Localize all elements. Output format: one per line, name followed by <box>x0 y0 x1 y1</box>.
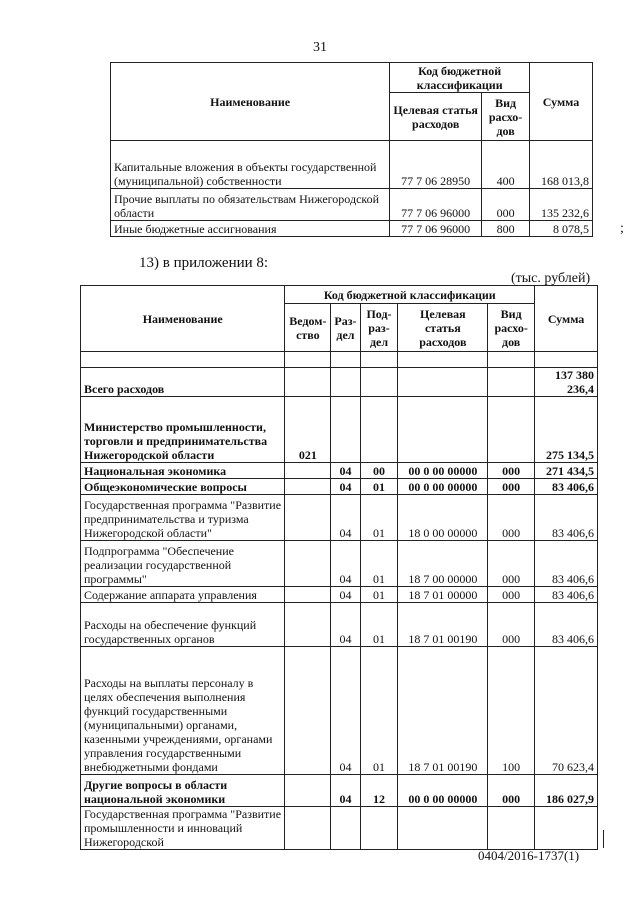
row-name: Министерство промышленности, торговли и предпринимательства Нижегородской области <box>81 397 285 463</box>
col-kind-header: Вид расхо-дов <box>482 93 530 141</box>
table-row <box>81 368 598 397</box>
col-name-header: Наименование <box>81 286 285 352</box>
col-code-group-header: Код бюджетной классификации <box>390 63 530 93</box>
row-sum: 168 013,8 <box>530 141 593 189</box>
row-dept <box>285 463 331 479</box>
row-subsection: 01 <box>360 587 398 603</box>
row-kind: 000 <box>488 775 535 807</box>
row-dept <box>285 495 331 541</box>
row-kind: 100 <box>488 647 535 775</box>
trailing-semicolon: ; <box>620 221 624 236</box>
row-subsection: 01 <box>360 603 398 647</box>
row-kind <box>488 368 535 397</box>
table-row <box>81 479 598 495</box>
footer-code: 0404/2016-1737(1) <box>478 848 580 863</box>
col-subsection-header: Под-раз-дел <box>360 304 398 352</box>
row-dept <box>285 587 331 603</box>
row-kind: 000 <box>488 479 535 495</box>
row-dept: 021 <box>285 397 331 463</box>
row-subsection: 01 <box>360 647 398 775</box>
row-name: Иные бюджетные ассигнования <box>111 221 390 237</box>
row-dept <box>285 647 331 775</box>
col-name-header: Наименование <box>111 63 390 141</box>
row-target: 18 7 01 00190 <box>398 603 488 647</box>
row-section: 04 <box>331 479 360 495</box>
row-target: 18 0 00 00000 <box>398 495 488 541</box>
row-target <box>398 397 488 463</box>
row-subsection: 01 <box>360 495 398 541</box>
subtitle: 13) в приложении 8: <box>139 255 269 271</box>
row-kind: 000 <box>488 587 535 603</box>
row-subsection <box>360 368 398 397</box>
row-sum: 8 078,5 <box>530 221 593 237</box>
row-sum: 83 406,6 <box>535 479 598 495</box>
row-sum: 271 434,5 <box>535 463 598 479</box>
row-section: 04 <box>331 495 360 541</box>
row-section <box>331 368 360 397</box>
row-kind <box>488 807 535 850</box>
row-kind: 000 <box>488 463 535 479</box>
table-row <box>81 397 598 463</box>
row-sum: 83 406,6 <box>535 587 598 603</box>
row-subsection: 12 <box>360 775 398 807</box>
row-target: 77 7 06 96000 <box>390 189 482 221</box>
row-section: 04 <box>331 541 360 587</box>
row-target <box>398 807 488 850</box>
row-target: 00 0 00 00000 <box>398 463 488 479</box>
col-kind-header: Вид расхо-дов <box>488 304 535 352</box>
table-row <box>81 463 598 479</box>
table-row <box>81 647 598 775</box>
col-dept-header: Ведом-ство <box>285 304 331 352</box>
row-dept <box>285 541 331 587</box>
row-name: Прочие выплаты по обязательствам Нижегородской области <box>111 189 390 221</box>
row-section: 04 <box>331 603 360 647</box>
margin-line <box>603 830 604 848</box>
col-target-header: Целевая статья расходов <box>390 93 482 141</box>
row-section: 04 <box>331 463 360 479</box>
col-sum-header: Сумма <box>535 286 598 352</box>
row-kind: 000 <box>488 541 535 587</box>
row-name: Государственная программа "Развитие промышленности и инноваций Нижегородской <box>81 807 285 850</box>
row-target: 00 0 00 00000 <box>398 479 488 495</box>
budget-table-continued <box>110 62 593 237</box>
row-kind: 800 <box>482 221 530 237</box>
table-row <box>81 541 598 587</box>
row-kind: 000 <box>488 603 535 647</box>
row-name: Государственная программа "Развитие предпринимательства и туризма Нижегородской области" <box>81 495 285 541</box>
row-subsection <box>360 397 398 463</box>
table-row <box>81 775 598 807</box>
table-row <box>111 189 593 221</box>
page-number: 31 <box>313 40 327 55</box>
table-row <box>111 221 593 237</box>
row-dept <box>285 368 331 397</box>
col-code-group-header: Код бюджетной классификации <box>285 286 535 304</box>
row-dept <box>285 807 331 850</box>
row-subsection: 01 <box>360 541 398 587</box>
row-sum: 83 406,6 <box>535 541 598 587</box>
table-row <box>81 807 598 850</box>
table-row <box>81 603 598 647</box>
row-subsection: 00 <box>360 463 398 479</box>
unit-label: (тыс. рублей) <box>511 271 591 286</box>
row-kind: 000 <box>488 495 535 541</box>
table-row <box>81 495 598 541</box>
row-name: Подпрограмма "Обеспечение реализации государственной программы" <box>81 541 285 587</box>
row-section <box>331 807 360 850</box>
row-dept <box>285 775 331 807</box>
row-name: Содержание аппарата управления <box>81 587 285 603</box>
row-sum: 83 406,6 <box>535 495 598 541</box>
row-name: Национальная экономика <box>81 463 285 479</box>
row-dept <box>285 603 331 647</box>
row-target: 77 7 06 96000 <box>390 221 482 237</box>
row-section: 04 <box>331 647 360 775</box>
row-section <box>331 397 360 463</box>
row-target: 77 7 06 28950 <box>390 141 482 189</box>
row-sum: 70 623,4 <box>535 647 598 775</box>
row-target: 18 7 00 00000 <box>398 541 488 587</box>
row-sum: 83 406,6 <box>535 603 598 647</box>
row-target <box>398 368 488 397</box>
row-name: Капитальные вложения в объекты государственной (муниципальной) собственности <box>111 141 390 189</box>
table-row <box>81 587 598 603</box>
row-kind <box>488 397 535 463</box>
row-subsection <box>360 807 398 850</box>
row-sum: 186 027,9 <box>535 775 598 807</box>
row-kind: 400 <box>482 141 530 189</box>
row-sum: 135 232,6 <box>530 189 593 221</box>
row-sum: 275 134,5 <box>535 397 598 463</box>
row-target: 00 0 00 00000 <box>398 775 488 807</box>
table-row <box>111 141 593 189</box>
row-section: 04 <box>331 587 360 603</box>
col-sum-header: Сумма <box>530 63 593 141</box>
appendix-8-table <box>80 285 598 850</box>
row-name: Другие вопросы в области национальной экономики <box>81 775 285 807</box>
row-kind: 000 <box>482 189 530 221</box>
row-name: Расходы на выплаты персоналу в целях обеспечения выполнения функций государственными (муниципальными) органами, казенными учреждениями, органами управления государственными внебюджетными фондами <box>81 647 285 775</box>
row-sum <box>535 807 598 850</box>
row-section: 04 <box>331 775 360 807</box>
row-name: Общеэкономические вопросы <box>81 479 285 495</box>
row-name: Всего расходов <box>81 368 285 397</box>
row-target: 18 7 01 00000 <box>398 587 488 603</box>
row-name: Расходы на обеспечение функций государственных органов <box>81 603 285 647</box>
col-section-header: Раз-дел <box>331 304 360 352</box>
col-target-header: Целевая статья расходов <box>398 304 488 352</box>
spacer-row <box>81 352 598 368</box>
row-target: 18 7 01 00190 <box>398 647 488 775</box>
row-subsection: 01 <box>360 479 398 495</box>
row-sum: 137 380 236,4 <box>535 368 598 397</box>
row-dept <box>285 479 331 495</box>
